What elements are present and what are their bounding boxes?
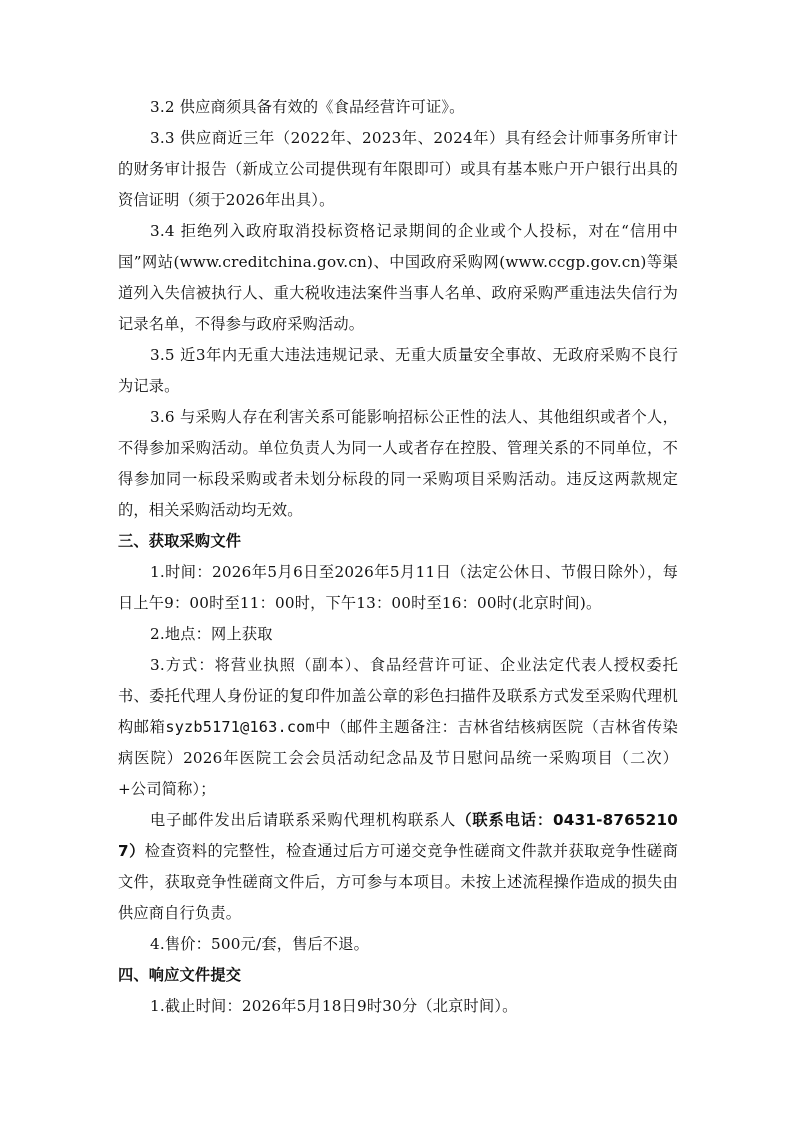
clause-3-6: 3.6 与采购人存在利害关系可能影响招标公正性的法人、其他组织或者个人，不得参加采购活动。单位负责人为同一人或者存在控股、管理关系的不同单位，不得参加同一标段采购或者未划分标段的同一采购项目采购活动。违反这两款规定的，相关采购活动均无效。	[118, 408, 678, 519]
clause-3-2: 3.2 供应商须具备有效的《食品经营许可证》。	[150, 98, 465, 116]
section-heading-4: 四、响应文件提交	[118, 966, 242, 984]
item-price: 4.售价：500元/套，售后不退。	[150, 935, 370, 953]
item-time: 1.时间：2026年5月6日至2026年5月11日（法定公休日、节假日除外），每日上午9：00时至11：00时，下午13：00时至16：00时(北京时间)。	[118, 563, 678, 612]
item-method-text: 3.方式：将营业执照（副本）、食品经营许可证、企业法定代表人授权委托书、委托代理人身份证的复印件加盖公章的彩色扫描件及联系方式发至采购代理机构邮箱	[118, 656, 678, 736]
item-deadline: 1.截止时间：2026年5月18日9时30分（北京时间）。	[150, 997, 518, 1015]
contact-note	[118, 805, 678, 929]
item-method	[118, 650, 678, 805]
section-heading-3: 三、获取采购文件	[118, 532, 242, 550]
clause-3-5: 3.5 近3年内无重大违法违规记录、无重大质量安全事故、无政府采购不良行为记录。	[118, 346, 678, 395]
contact-note-text-2: 检查资料的完整性，检查通过后方可递交竞争性磋商文件款并获取竞争性磋商文件，获取竞争性磋商文件后，方可参与本项目。未按上述流程操作造成的损失由供应商自行负责。	[118, 842, 678, 922]
clause-3-4: 3.4 拒绝列入政府取消投标资格记录期间的企业或个人投标，对在“信用中国”网站(www.creditchina.gov.cn)、中国政府采购网(www.ccgp.gov.cn)等渠道列入失信被执行人、重大税收违法案件当事人名单、政府采购严重违法失信行为记录名单，不得参与政府采购活动。	[118, 222, 678, 333]
contact-note-text: 电子邮件发出后请联系采购代理机构联系人	[150, 811, 457, 829]
contact-phone: （联系电话：0431-87652107）	[118, 811, 678, 860]
document-body	[118, 92, 678, 1022]
email-address: syzb5171@163.com	[165, 718, 315, 736]
item-location: 2.地点：网上获取	[150, 625, 273, 643]
clause-3-3: 3.3 供应商近三年（2022年、2023年、2024年）具有经会计师事务所审计的财务审计报告（新成立公司提供现有年限即可）或具有基本账户开户银行出具的资信证明（须于2026年出具）。	[118, 129, 678, 209]
item-method-text-2: 中（邮件主题备注：吉林省结核病医院（吉林省传染病医院）2026年医院工会会员活动纪念品及节日慰问品统一采购项目（二次）+公司简称）；	[118, 718, 678, 798]
